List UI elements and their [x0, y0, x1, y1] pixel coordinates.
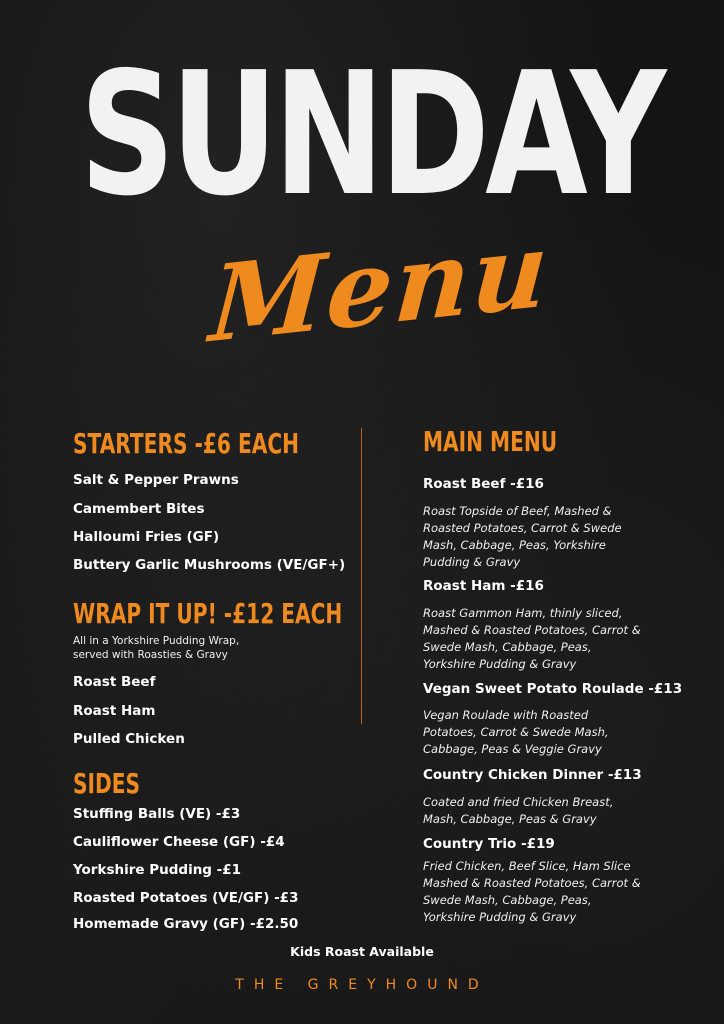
starter-item: Salt & Pepper Prawns: [73, 472, 239, 488]
main-item-name: Roast Beef -£16: [423, 476, 544, 492]
main-item-desc: Roast Topside of Beef, Mashed &: [423, 504, 612, 518]
side-item: Roasted Potatoes (VE/GF) -£3: [73, 890, 299, 906]
main-item-name: Roast Ham -£16: [423, 578, 544, 594]
side-item: Yorkshire Pudding -£1: [73, 862, 242, 878]
wrap-item: Pulled Chicken: [73, 731, 185, 747]
main-item-desc: Mashed & Roasted Potatoes, Carrot &: [423, 623, 641, 637]
side-item: Cauliflower Cheese (GF) -£4: [73, 834, 285, 850]
main-item-desc: Mashed & Roasted Potatoes, Carrot &: [423, 876, 641, 890]
main-item-desc: Cabbage, Peas & Veggie Gravy: [423, 742, 602, 756]
main-item-desc: Fried Chicken, Beef Slice, Ham Slice: [423, 859, 631, 873]
side-item: Homemade Gravy (GF) -£2.50: [73, 916, 299, 932]
main-item-desc: Swede Mash, Cabbage, Peas,: [423, 640, 592, 654]
starters-heading: STARTERS -£6 EACH: [73, 427, 300, 460]
main-item-name: Vegan Sweet Potato Roulade -£13: [423, 681, 683, 697]
menu-title: SUNDAY: [79, 36, 662, 234]
main-item-desc: Vegan Roulade with Roasted: [423, 708, 589, 722]
side-item: Stuffing Balls (VE) -£3: [73, 806, 241, 822]
wraps-note: All in a Yorkshire Pudding Wrap,: [73, 635, 240, 647]
kids-roast-note: Kids Roast Available: [290, 944, 434, 959]
main-item-desc: Roast Gammon Ham, thinly sliced,: [423, 606, 623, 620]
wrap-item: Roast Beef: [73, 674, 156, 690]
column-divider: [361, 428, 362, 724]
main-item-desc: Pudding & Gravy: [423, 555, 521, 569]
main-item-desc: Potatoes, Carrot & Swede Mash,: [423, 725, 609, 739]
wraps-heading: WRAP IT UP! -£12 EACH: [73, 597, 343, 630]
menu-subtitle: Menu: [206, 206, 554, 367]
main-item-desc: Mash, Cabbage, Peas & Gravy: [423, 812, 597, 826]
main-item-name: Country Chicken Dinner -£13: [423, 767, 642, 783]
main-item-desc: Roasted Potatoes, Carrot & Swede: [423, 521, 622, 535]
brand-name: THE GREYHOUND: [235, 977, 489, 993]
main-item-desc: Swede Mash, Cabbage, Peas,: [423, 893, 592, 907]
main-item-desc: Coated and fried Chicken Breast,: [423, 795, 614, 809]
wrap-item: Roast Ham: [73, 703, 156, 719]
main-item-desc: Yorkshire Pudding & Gravy: [423, 910, 577, 924]
main-item-desc: Yorkshire Pudding & Gravy: [423, 657, 577, 671]
main-menu-heading: MAIN MENU: [423, 425, 558, 458]
wraps-note: served with Roasties & Gravy: [73, 649, 228, 661]
starter-item: Camembert Bites: [73, 501, 205, 517]
starter-item: Halloumi Fries (GF): [73, 529, 220, 545]
main-item-name: Country Trio -£19: [423, 836, 555, 852]
starter-item: Buttery Garlic Mushrooms (VE/GF+): [73, 557, 346, 573]
sides-heading: SIDES: [73, 767, 141, 800]
main-item-desc: Mash, Cabbage, Peas, Yorkshire: [423, 538, 606, 552]
